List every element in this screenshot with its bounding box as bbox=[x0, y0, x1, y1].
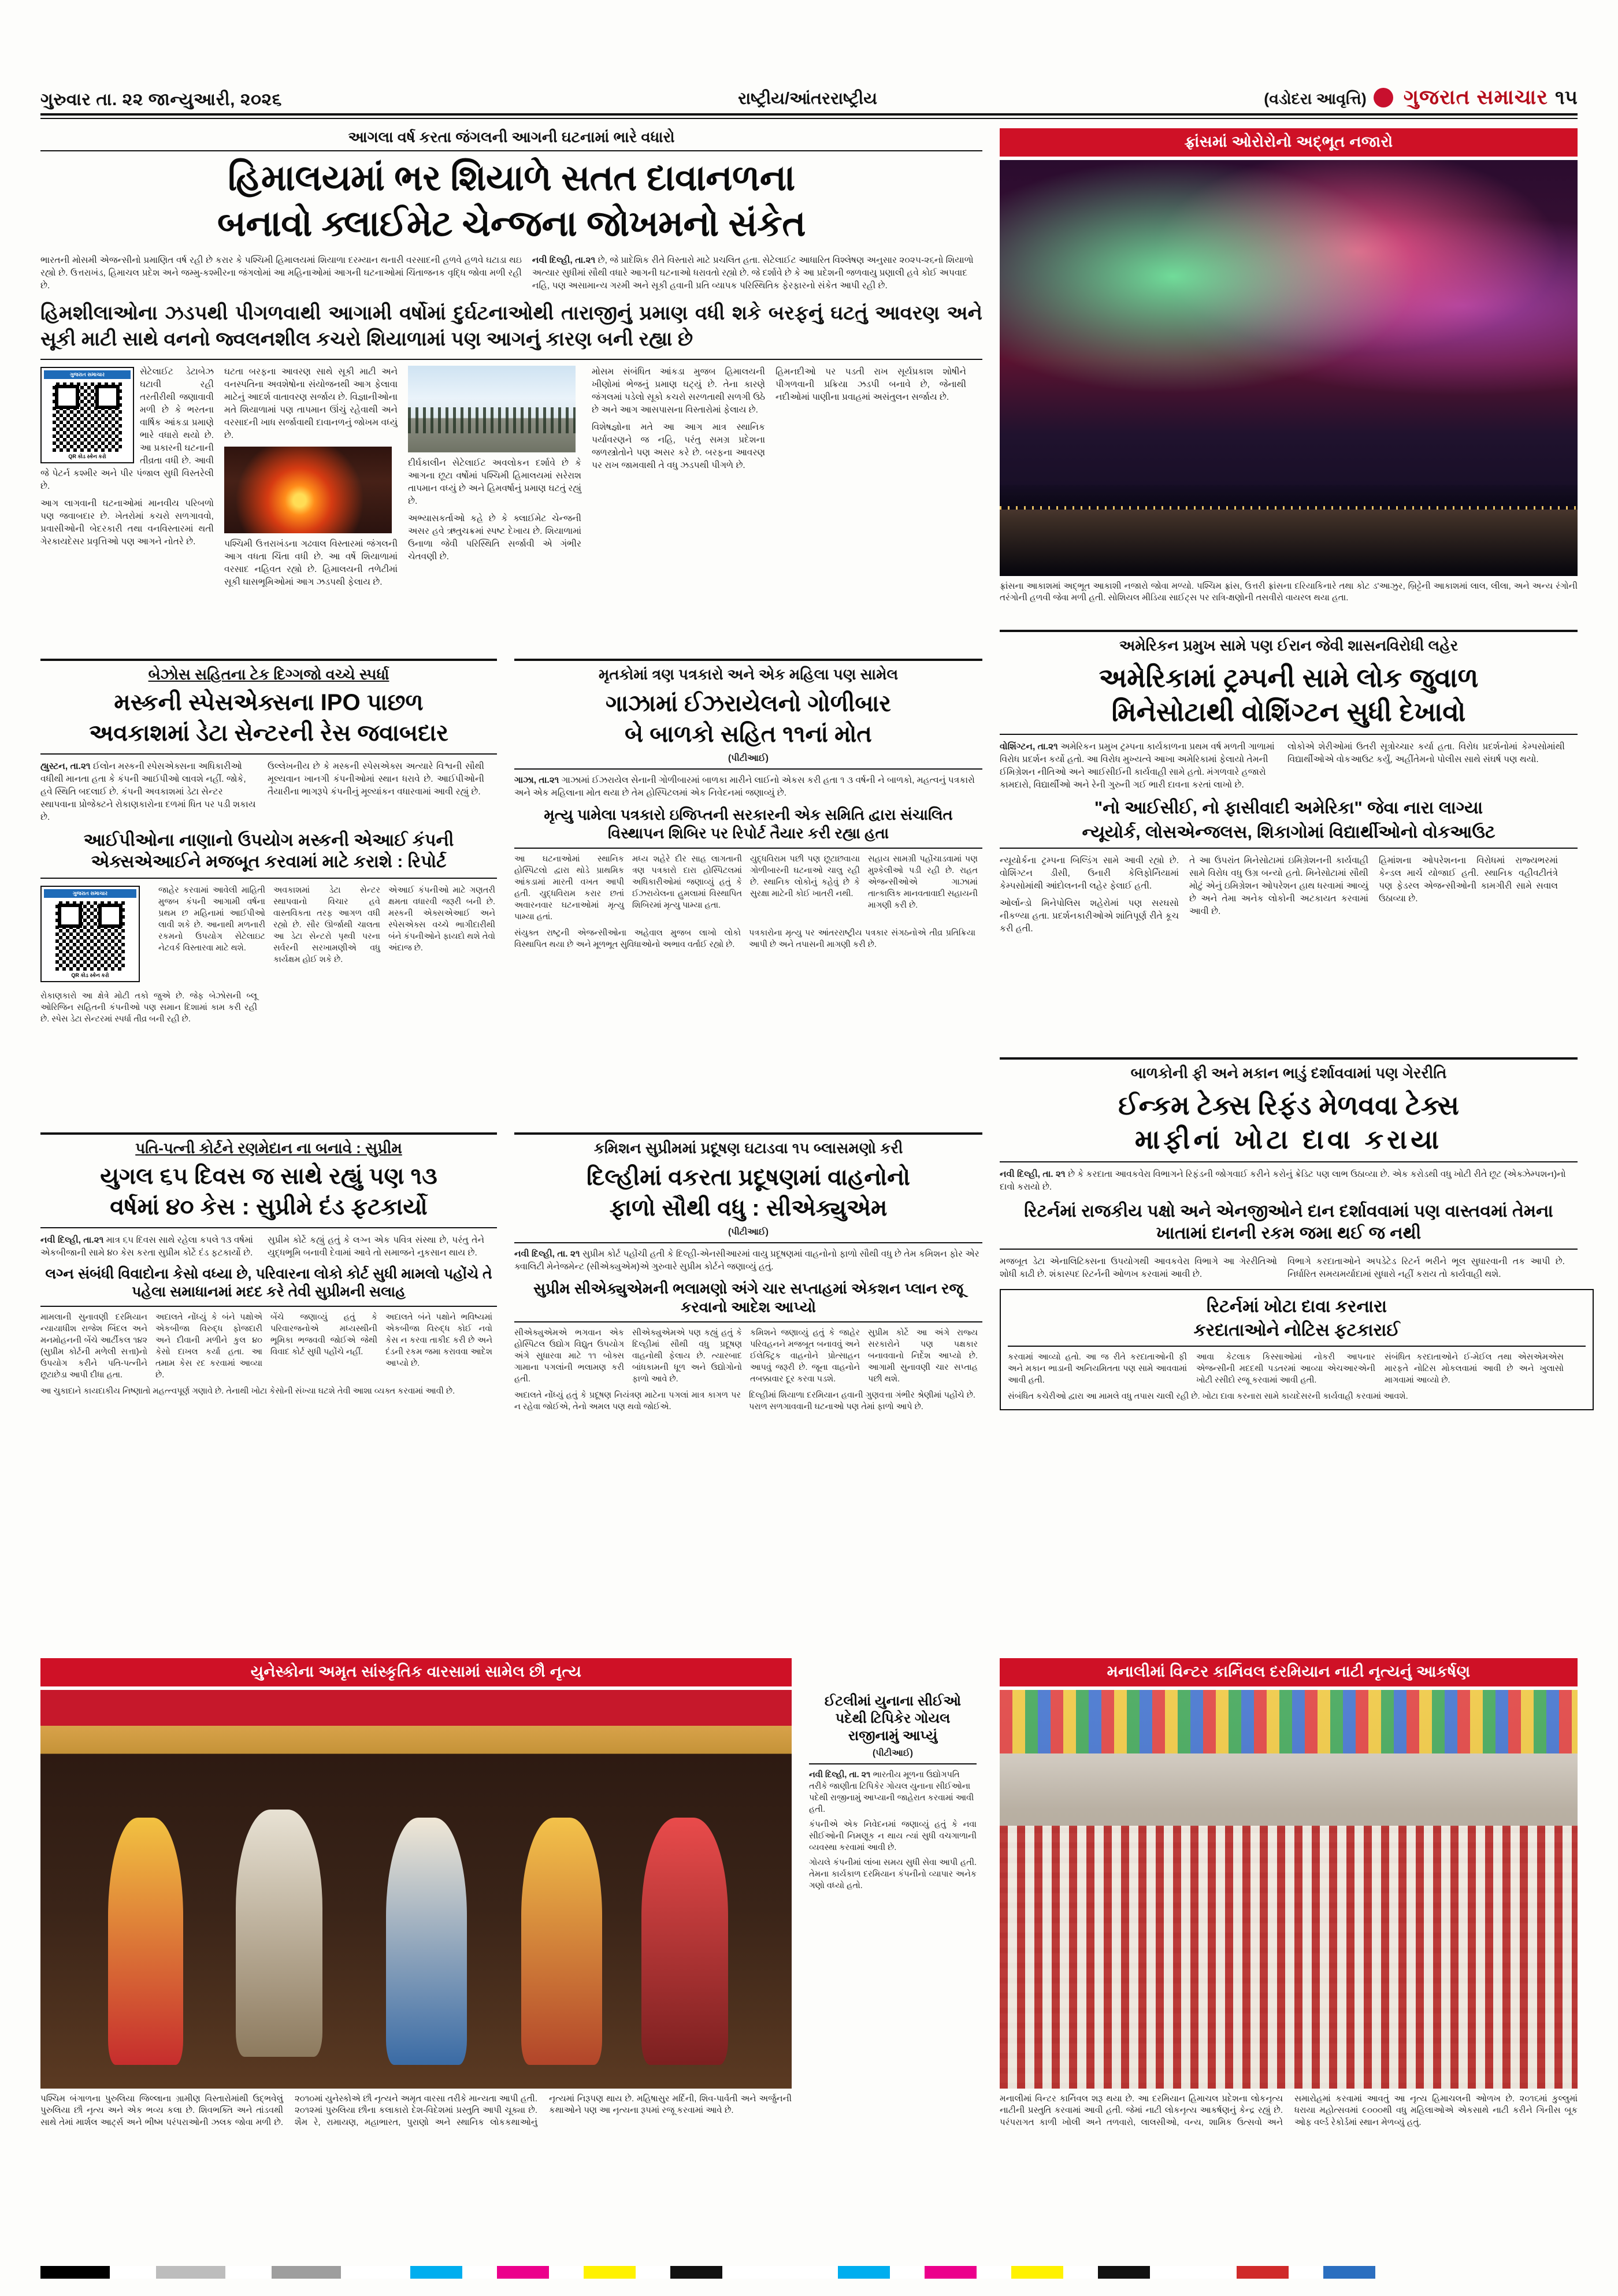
trump-col-1: અમેરિકન પ્રમુખ ટ્રમ્પના કાર્યકાળના પ્રથમ વર્ષ મળતી ગાળામાં વિરોધ પ્રદર્શન કર્યો હતો. આ વિરોધ મુખ્યત્વે આખા અમેરિકામાં ફેલાયો તેમની ઈમિગ્રેશન નીતિઓ અને આઈસીઈની કાર્યવાહી સામે હતો. મંગળવારે હજારો કામદારો, વિદ્યાર્થીઓ અને રેની ગુરુની ગઈ ભારી દાવના કરતાં લાખો છે. bbox=[1000, 742, 1275, 790]
caqm-col-5: અદાલતે નોંધ્યું હતું કે પ્રદૂષણ નિયંત્રણ માટેના પગલાં માત્ર કાગળ પર ન રહેવા જોઈએ, તેનો અમલ પણ થવો જોઈએ. bbox=[514, 1390, 741, 1411]
supreme-dateline: નવી દિલ્હી, તા.૨૧ bbox=[40, 1235, 104, 1245]
masthead-right bbox=[1264, 84, 1578, 110]
masthead-rule-2 bbox=[40, 118, 1578, 119]
aurora-story bbox=[1000, 128, 1578, 604]
reg-swatch-yellow-2 bbox=[1011, 2266, 1063, 2279]
lead-col-5: હિમનદીઓ પર પડતી રાખ સૂર્યપ્રકાશ શોષીને પીગળવાની પ્રક્રિયા ઝડપી બનાવે છે, જેનાથી નદીઓમાં પાણીના પ્રવાહમાં અસંતુલન સર્જાય છે. bbox=[775, 366, 966, 402]
notice-col-2: આવા કેટલાક કિસ્સાઓમાં નોકરી આપનાર એજન્સીની મદદથી પડતરમાં આવ્યા એચઆરએની ખોટી રસીદો રજૂ કરવામાં આવી હતી. bbox=[1196, 1353, 1375, 1385]
caqm-col-2: સીએક્યુએમએ પણ કહ્યું હતું કે દિલ્હીમાં સૌથી વધુ પ્રદૂષણ વાહનોથી ફેલાય છે. ત્યારબાદ બાંધકામની ધૂળ અને ઉદ્યોગોનો ફાળો આવે છે. bbox=[632, 1328, 742, 1384]
caqm-dateline: નવી દિલ્હી, તા. ૨૧ bbox=[514, 1249, 580, 1259]
page-number: ૧૫ bbox=[1555, 87, 1578, 109]
manali-caption: મનાલીમાં વિન્ટર કાર્નિવલ શરૂ થયા છે. આ દરમિયાન હિમાચલ પ્રદેશના લોકનૃત્ય નાટીની પ્રસ્તુતિ કરવામાં આવી હતી. જેમાં નાટી લોકનૃત્ય આકર્ષણનું કેન્દ્ર રહ્યું છે. પરંપરાગત કાળી ખોલી અને તળવારો, લાલસીઓ, વન્ય, શામિક ઉત્સવો અને સમારોહમાં કરવામાં આવતું આ નૃત્ય હિમાચલની ઓળખ છે. ૨૦૧૬માં કુલ્લુમાં ધરાયા મહોત્સવમાં ૯૦૦૦થી વધુ મહિલાઓએ એકસાથે નાટી કરીને ગિનીસ બૂક ઓફ વર્લ્ડ રેકોર્ડમાં સ્થાન મેળવ્યું હતું. bbox=[1000, 2094, 1578, 2127]
chhau-caption: પશ્ચિમ બંગાળના પુરુલિયા જિલ્લાના ગ્રામીણ વિસ્તારોમાંથી ઉદ્ભવેલું પુરુલિયા છૌ નૃત્ય અને એક ભવ્ય કલા છે. શિવભક્તિ અને તાંડવથી સાથે તેમાં માર્શલ આર્ટ્સ અને ભીષ્મ પરંપરાઓની ઝલક જોવા મળી છે. ૨૦૧૦માં યુનેસ્કોએ છૌ નૃત્યને અમૃત વારસા તરીકે માન્યતા આપી હતી. ૨૦૧૨માં પુરુલિયા છૌના કલાકારો દેશ-વિદેશમાં પ્રસ્તુતિ આપી ચૂક્યા છે. શૈમ રે, રામાયણ, મહાભારત, પુરાણો અને સ્થાનિક લોકકથાઓનું નૃત્યમાં નિરૂપણ થાય છે. મહિષાસુર મર્દિની, શિવ-પાર્વતી અને અર્જુનની કથાઓને પણ આ નૃત્યના રૂપમાં રજૂ કરવામાં આવે છે. bbox=[40, 2094, 792, 2127]
caqm-subhead: સુપ્રીમ સીએક્યુએમની ભલામણો અંગે ચાર સપ્તાહમાં એકશન પ્લાન રજૂ કરવાનો આદેશ આપ્યો bbox=[533, 1279, 964, 1316]
italy-col-3: ગોયલે કંપનીમાં લાંબા સમય સુધી સેવા આપી હતી. તેમના કાર્યકાળ દરમિયાન કંપનીનો વ્યાપાર અનેક ગણો વધ્યો હતો. bbox=[809, 1858, 977, 1890]
lead-subhead: હિમશીલાઓના ઝડપથી પીગળવાથી આગામી વર્ષોમાં દુર્ઘટનાઓથી તારાજીનું પ્રમાણ વધી શકે બરફનું ઘટતું આવરણ અને સૂકી માટી સાથે વનનો જ્વલનશીલ કચરો શિયાળામાં પણ આગનું કારણ બની રહ્યા છે bbox=[40, 302, 982, 350]
tax-dateline: નવી દિલ્હી, તા. ૨૧ bbox=[1000, 1169, 1066, 1180]
lead-qr-box[interactable] bbox=[40, 367, 134, 463]
trump-col-5: હિમાંશના ઓપરેશનના વિરોધમાં રાજ્યભરમાં કેન્ડલ માર્ચ યોજાઈ હતી. સ્થાનિક વહીવટીતંત્રે પણ ફેડરલ એજન્સીઓની કામગીરી સામે સવાલ ઉઠાવ્યા છે. bbox=[1379, 856, 1558, 904]
spacex-headline-line2: અવકાશમાં ડેટા સેન્ટરની રેસ જવાબદાર bbox=[89, 720, 448, 746]
spacex-qr-caption: QR કોડ સ્કેન કરો bbox=[71, 972, 109, 978]
italy-dateline: નવી દિલ્હી, તા. ૨૧ bbox=[809, 1770, 871, 1779]
aurora-photo bbox=[1000, 160, 1578, 576]
reg-swatch-gray-2 bbox=[272, 2266, 341, 2279]
reg-swatch-black bbox=[40, 2266, 110, 2279]
gaza-intro: ગાઝામાં ઈઝરાયેલ સેનાની ગોળીબારમાં બાળકા મારીને લાઈનો એકસ કરી હતા ૧ ૩ વર્ષની ને બાળકો, મહત્વનું પત્રકારો અને એક મહિલાના મોત થયા છે તેમ હોસ્પિટલમાં એક નિવેદનમાં જણાવ્યું છે. bbox=[514, 775, 975, 798]
trump-headline-line1: અમેરિકામાં ટ્રમ્પની સામે લોક જુવાળ bbox=[1099, 663, 1479, 693]
notice-col-4: સંબંધિત કચેરીઓ દ્વારા આ મામલે વધુ તપાસ ચાલી રહી છે. ખોટા દાવા કરનારા સામે કાયદેસરની કાર્યવાહી કરવામાં આવશે. bbox=[1008, 1392, 1408, 1402]
spacex-col-5: એઆઈ કંપનીઓ માટે ગણતરી ક્ષમતા વધારવી જરૂરી બની છે. મસ્કની એક્સએઆઈ અને સ્પેસએક્સ વચ્ચે ભાગીદારીથી બંને કંપનીઓને ફાયદો થશે તેવો અંદાજ છે. bbox=[388, 885, 495, 953]
supreme-col-6: આ ચુકાદાને કાયદાકીય નિષ્ણાતો મહત્ત્વપૂર્ણ ગણાવે છે. તેનાથી ખોટા કેસોની સંખ્યા ઘટશે તેવી આશા વ્યક્ત કરવામાં આવી છે. bbox=[40, 1387, 455, 1396]
lead-intro: ભારતની મોસમી એજન્સીનો પ્રમાણિત વર્ષ રહી છે કરાર કે પશ્ચિમી હિમાલયમાં શિયાળા દરમ્યાન થનારી વરસાદની હળવે હળવે ઘટાડા થઇ રહ્યો છે. ઉત્તરાખંડ, હિમાચલ પ્રદેશ અને જમ્મુ-કશ્મીરના જંગલોમાં આ મહિનાઓમાં આગની ઘટનાઓમાં ચિંતાજનક વૃદ્ધિ જોવા મળી રહી છે. bbox=[40, 255, 522, 291]
trump-headline-line2: મિનેસોટાથી વોશિંગ્ટન સુધી દેખાવો bbox=[1111, 697, 1466, 727]
spacex-qr-box[interactable] bbox=[40, 886, 140, 982]
chhau-story bbox=[40, 1658, 792, 2128]
tax-headline-line2: માફીનાં ખોટા દાવા કરાયા bbox=[1134, 1124, 1443, 1155]
tax-col-2: વિભાગે કરદાતાઓને અપડેટેડ રિટર્ન ભરીને ભૂલ સુધારવાની તક આપી છે. નિર્ધારિત સમયમર્યાદામાં સુધારો નહીં કરાય તો કાર્યવાહી થશે. bbox=[1287, 1257, 1565, 1280]
supreme-subhead: લગ્ન સંબંધી વિવાદોના કેસો વધ્યા છે, પરિવારના લોકો કોર્ટ સુધી મામલો પહોંચે તે પહેલા સમાધાનમાં મદદ કરે તેવી સુપ્રીમની સલાહ bbox=[45, 1265, 492, 1300]
gaza-subhead: મૃત્યુ પામેલા પત્રકારો ઇજિપ્તની સરકારની એક સમિતિ દ્વારા સંચાલિત વિસ્થાપન શિબિર પર રિપોર્ટ તૈયાર કરી રહ્યા હતા bbox=[544, 805, 953, 842]
italy-story bbox=[809, 1693, 977, 1892]
lead-col-2: ઘટતા બરફના આવરણ સાથે સૂકી માટી અને વનસ્પતિના અવશેષોના સંયોજનથી આગ ફેલાવા માટેનું આદર્શ વાતાવરણ સર્જાય છે. વિજ્ઞાનીઓના મતે શિયાળામાં પણ તાપમાન ઊંચું રહેવાથી અને વરસાદની ખાધ સર્જાવાથી દાવાનળનું જોખમ વધ્યું છે. bbox=[224, 366, 398, 440]
italy-kicker: ઈટલીમાં યુનાના સીઈઓ પદેથી ટિપિકેર ગોયલ રાજીનામું આપ્યું bbox=[824, 1693, 962, 1744]
gaza-col-1: આ ઘટનાઓમાં સ્થાનિક હોસ્પિટલો દ્વારા થોડે પ્રાથમિક આંકડામાં મારતી વખત આપી હતી. યુદ્ધવિરામ કરાર છતાં અવારનવાર ઘટનાઓમાં મૃત્યુ પામ્યા હતાં. bbox=[514, 854, 624, 922]
trump-kicker: અમેરિકન પ્રમુખ સામે પણ ઈરાન જેવી શાસનવિરોધી લહેર bbox=[1119, 637, 1459, 654]
reg-swatch-yellow bbox=[584, 2266, 636, 2279]
tax-intro: છે કે કરદાતા આવકવેરા વિભાગને રિફંડની જોગવાઈ કરીને કરોનું ક્રેડિટ પણ લાભ ઉઠાવ્યા છે. એક કરોડથી વધુ ખોટી રીતે છૂટ (એક્ઝેમ્પશન)નો દાવો કરાયો છે. bbox=[1000, 1169, 1566, 1192]
manali-banner: મનાલીમાં વિન્ટર કાર્નિવલ દરમિયાન નાટી નૃત્યનું આકર્ષણ bbox=[1000, 1658, 1578, 1686]
lead-kicker: આગલા વર્ષ કરતા જંગલની આગની ઘટનામાં ભારે વધારો bbox=[40, 128, 982, 151]
supreme-col-3: અદાલતે નોંધ્યું કે બંને પક્ષોએ એકબીજા વિરુદ્ધ ફોજદારી અને દીવાની મળીને કુલ ૪૦ કેસો દાખલ કર્યા હતા. આ તમામ કેસ રદ કરવામાં આવ્યા છે. bbox=[155, 1313, 262, 1380]
reg-swatch-magenta-2 bbox=[925, 2266, 977, 2279]
reg-swatch-cyan-2 bbox=[838, 2266, 890, 2279]
lead-col-1b: આગ લાગવાની ઘટનાઓમાં માનવીય પરિબળો પણ જવાબદાર છે. ખેતરોમાં કચરો સળગાવવો, પ્રવાસીઓની બેદરકારી તથા વનવિસ્તારમાં થતી ગેરકાયદેસર પ્રવૃત્તિઓ પણ આગને નોતરે છે. bbox=[40, 498, 214, 547]
supreme-intro: માત્ર ૬૫ દિવસ સાથે રહેલા કપલે ૧૩ વર્ષમાં એકબીજાની સામે ૪૦ કેસ કરતા સુપ્રીમ કોર્ટે દંડ ફટકાર્યો છે. bbox=[40, 1235, 253, 1258]
caqm-col-3: કમિશને જણાવ્યું હતું કે જાહેર પરિવહનને મજબૂત બનાવવું અને ઈલેક્ટ્રિક વાહનોને પ્રોત્સાહન આપવું જરૂરી છે. જૂના વાહનોને તબક્કાવાર દૂર કરવા પડશે. bbox=[750, 1328, 860, 1384]
qr-code-icon bbox=[53, 382, 122, 452]
supreme-headline-line1: યુગલ ૬૫ દિવસ જ સાથે રહ્યું પણ ૧૩ bbox=[100, 1164, 437, 1189]
qr-title: ગુજરાત સમાચાર bbox=[44, 370, 131, 379]
masthead-date: ગુરુવાર તા. ૨૨ જાન્યુઆરી, ૨૦૨૬ bbox=[40, 90, 282, 109]
supreme-headline-line2: વર્ષમાં ૪૦ કેસ : સુપ્રીમે દંડ ફટકાર્યો bbox=[110, 1194, 428, 1220]
notice-col-1: કરવામાં આવ્યો હતો. આ જ રીતે કરદાતાઓની ફી અને મકાન ભાડાની અનિયમિતતા પણ સામે આવવામાં આવી હતી. bbox=[1008, 1353, 1187, 1385]
trump-story bbox=[1000, 630, 1578, 935]
tax-col-1: મજબૂત ડેટા એનાલિટિક્સના ઉપયોગથી આવકવેરા વિભાગે આ ગેરરીતિઓ શોધી કાઢી છે. શંકાસ્પદ રિટર્નની ઓળખ કરવામાં આવી છે. bbox=[1000, 1257, 1277, 1280]
spacex-col-3: જાહેર કરવામાં આવેલી માહિતી મુજબ કંપની આગામી વર્ષના પ્રથમ છ મહિનામાં આઈપીઓ લાવી શકે છે. આનાથી મળનારી રકમનો ઉપયોગ સેટેલાઇટ નેટવર્ક વિસ્તારવા માટે થશે. bbox=[158, 885, 265, 953]
gaza-col-6: પત્રકારોના મૃત્યુ પર આંતરરાષ્ટ્રીય પત્રકાર સંગઠનોએ તીવ્ર પ્રતિક્રિયા આપી છે અને તપાસની માગણી કરી છે. bbox=[749, 928, 975, 949]
forest-fire-photo bbox=[224, 447, 392, 533]
manali-carnival-photo bbox=[1000, 1690, 1578, 2089]
lead-col-1: સેટેલાઈટ ડેટાબેઝ ઘટાવી રહી તરતીરીથી જણાવાવી મળી છે કે ભરતના વાર્ષિક આંકડા પ્રમાણે ભારે વધારો થયો છે. આ પ્રકારની ઘટનાની તીવ્રતા વધી છે. આવી જે પેટર્ન કશ્મીર અને પીર પંજાલ સુધી વિસ્તરેલી છે. bbox=[40, 366, 214, 491]
spacex-col-4: અવકાશમાં ડેટા સેન્ટર સ્થાપવાનો વિચાર હવે વાસ્તવિકતા તરફ આગળ વધી રહ્યો છે. સૌર ઊર્જાથી ચાલતા આ ડેટા સેન્ટરો પૃથ્વી પરના સર્વરની સરખામણીએ વધુ કાર્યક્ષમ હોઈ શકે છે. bbox=[273, 885, 380, 964]
spacex-col-1: ઈલોન મસ્કની સ્પેસએક્સના અધિકારીઓ વધીથી માનતા હતા કે કંપની આઈપીઓ લાવશે નહીં. જોકે, હવે સ્થિતિ બદલાઈ છે. કંપની અવકાશમાં ડેટા સેન્ટર સ્થાપવાના પ્રોજેક્ટને રોકાણકારોના દળમાં ધિત પર પડી શકાય છે. bbox=[40, 761, 256, 822]
trump-subhead-2: ન્યૂયોર્ક, લોસએન્જલસ, શિકાગોમાં વિદ્યાર્થીઓનો વોકઆઉટ bbox=[1082, 822, 1495, 842]
spacex-headline-line1: મસ્કની સ્પેસએક્સના IPO પાછળ bbox=[114, 690, 424, 715]
spacex-qr-title: ગુજરાત સમાચાર bbox=[44, 889, 136, 898]
lead-col-4: મોસમ સંબંધિત આંકડા મુજબ હિમાલયની ખીણોમાં ભેજનું પ્રમાણ ઘટ્યું છે. તેના કારણે જંગલમાં પડેલો સૂકો કચરો સરળતાથી સળગી ઉઠે છે અને આગ આસપાસના વિસ્તારોમાં ફેલાય છે. bbox=[592, 366, 765, 415]
tax-headline-line1: ઈન્કમ ટેક્સ રિફંડ મેળવવા ટેક્સ bbox=[1118, 1090, 1459, 1120]
manali-story bbox=[1000, 1658, 1578, 2128]
gaza-col-5: સંયુક્ત રાષ્ટ્રની એજન્સીઓના અહેવાલ મુજબ લાખો લોકો વિસ્થાપિત થયા છે અને મૂળભૂત સુવિધાઓનો અભાવ વર્તાઈ રહ્યો છે. bbox=[514, 928, 741, 949]
spacex-col-2: ઉલ્લેખનીય છે કે મસ્કની સ્પેસએક્સ અત્યારે વિશ્વની સૌથી મૂલ્યવાન ખાનગી કંપનીઓમાં સ્થાન ધરાવે છે. આઈપીઓની તૈયારીના ભાગરૂપે કંપનીનું મૂલ્યાંકન વધારવામાં આવી રહ્યું છે. bbox=[268, 761, 484, 797]
caqm-intro: સુપ્રીમ કોર્ટ પહોંચી હતી કે દિલ્હી-એનસીઆરમાં વાયુ પ્રદૂષણમાં વાહનોનો ફાળો સૌથી વધુ છે તેમ કમિશન ફોર એર ક્વાલિટી મેનેજમેન્ટ (સીએક્યુએમ)એ ગુરુવારે સુપ્રીમ કોર્ટને જણાવ્યું હતું. bbox=[514, 1249, 979, 1272]
gaza-headline-line1: ગાઝામાં ઈઝરાયેલનો ગોળીબાર bbox=[606, 691, 891, 716]
masthead-rule bbox=[40, 113, 1578, 116]
tax-kicker: બાળકોની ફી અને મકાન ભાડું દર્શાવવામાં પણ ગેરરીતિ bbox=[1130, 1064, 1447, 1082]
trump-col-2: લોકોએ શેરીઓમાં ઉતરી સૂત્રોચ્ચાર કર્યા હતા. વિરોધ પ્રદર્શનોમાં કેમ્પસોમાંથી વિદ્યાર્થીઓએ વોકઆઉટ કર્યું, અહીંતેમનો પોલીસ સાથે સંઘર્ષ પણ થયો. bbox=[1287, 742, 1565, 765]
masthead bbox=[40, 69, 1578, 110]
trump-col-3: ન્યૂયોર્કના ટ્રમ્પના બિલ્ડિંગ સામે આવી રહ્યો છે. વોશિંગ્ટન ડીસી, ઉનારી કેલિફોર્નિયામાં કેમ્પસોમાંથી આંદોલનની લહેર ફેલાઈ હતી. bbox=[1000, 856, 1179, 891]
lead-col-3: દીર્ઘકાલીન સેટેલાઈટ અવલોકન દર્શાવે છે કે આગના છૂટા વર્ષોમાં પશ્ચિમી હિમાલયમાં સરેરાશ તાપમાન વધ્યું છે અને હિમવર્ષાનું પ્રમાણ ઘટતું રહ્યું છે. bbox=[408, 458, 581, 506]
supreme-col-5: અદાલતે બંને પક્ષોને ભવિષ્યમાં એકબીજા વિરુદ્ધ કોઈ નવો કેસ ન કરવા તાકીદ કરી છે અને દંડની રકમ જમા કરાવવા આદેશ આપ્યો છે. bbox=[385, 1313, 492, 1369]
spacex-dateline: હ્યુસ્ટન, તા.૨૧ bbox=[40, 761, 91, 771]
reg-swatch-magenta bbox=[497, 2266, 549, 2279]
masthead-logo: ગુજરાત સમાચાર bbox=[1403, 85, 1548, 109]
caqm-story bbox=[514, 1132, 982, 1413]
spacex-col-6: રોકાણકારો આ ક્ષેત્રે મોટી તકો જુએ છે. જેફ બેઝોસની બ્લૂ ઓરિજિન સહિતની કંપનીઓ પણ સમાન દિશામાં કામ કરી રહી છે. સ્પેસ ડેટા સેન્ટરમાં સ્પર્ધા તીવ્ર બની રહી છે. bbox=[40, 991, 257, 1024]
caqm-headline-line2: ફાળો સૌથી વધુ : સીએક્યુએમ bbox=[609, 1195, 888, 1221]
qr-caption: QR કોડ સ્કેન કરો bbox=[68, 453, 106, 459]
logo-mark-icon bbox=[1374, 88, 1393, 107]
spacex-story bbox=[40, 659, 497, 1025]
gaza-story bbox=[514, 659, 982, 950]
chhau-banner: યુનેસ્કોના અમૃત સાંસ્કૃતિક વારસામાં સામેલ છૌ નૃત્ય bbox=[40, 1658, 792, 1686]
supreme-col-2: સુપ્રીમ કોર્ટે કહ્યું હતું કે લગ્ન એક પવિત્ર સંસ્થા છે, પરંતુ તેને યુદ્ધભૂમિ બનાવી દેવામાં આવે તો સમાજને નુકસાન થાય છે. bbox=[268, 1235, 484, 1258]
caqm-col-6: દિલ્હીમાં શિયાળા દરમિયાન હવાની ગુણવત્તા ગંભીર શ્રેણીમાં પહોંચે છે. પરાળ સળગાવવાની ઘટનાઓ પણ તેમાં ફાળો આપે છે. bbox=[749, 1390, 975, 1411]
lead-intro-2: છે, જે પ્રાદેશિક રીતે વિસ્તારો માટે પ્રચલિત હતા. સેટેલાઈટ આધારિત વિશ્લેષણ અનુસાર ૨૦૨૫-૨૬નો શિયાળો અત્યાર સુધીમાં સૌથી વધારે આગની ઘટનાઓ ધરાવતો રહ્યો છે. જે દર્શાવે છે કે આ પ્રદેશની જળવાયુ પ્રણાલી હવે કોઈ અપવાદ નહિ, પણ અસામાન્ય ગરમી અને સૂકી હવાની પ્રતિ વ્યાપક પરિસ્થિતિક ફેરફારનો સંકેત આપી રહી છે. bbox=[532, 255, 974, 291]
gaza-agency: (પીટીઆઈ) bbox=[728, 753, 769, 763]
snow-mountain-photo bbox=[408, 366, 576, 452]
tax-story bbox=[1000, 1057, 1578, 1410]
gaza-dateline: ગાઝા, તા.૨૧ bbox=[514, 775, 559, 785]
italy-agency: (પીટીઆઈ) bbox=[873, 1748, 913, 1758]
tax-subhead: રિટર્નમાં રાજકીય પક્ષો અને એનજીઓને દાન દર્શાવવામાં પણ વાસ્તવમાં તેમના ખાતામાં દાનની રકમ જમા થઈ જ નથી bbox=[1024, 1202, 1553, 1243]
reg-swatch-key bbox=[670, 2266, 722, 2279]
notice-headline-line2: કરદાતાઓને નોટિસ ફટકારાઈ bbox=[1193, 1320, 1400, 1340]
gaza-col-2: મધ્ય શહેરે દીર સાહ લાગતાની ત્રણ પત્રકારો દારા હોસ્પિટલમાં અધિકારીઓમાં જણાવ્યું હતું કે ઈઝરાયેલના હુમલામાં વિસ્થાપિત શિબિરમાં મૃત્યુ પામ્યા હતા. bbox=[632, 854, 742, 910]
italy-col-1: ભારતીય મૂળના ઉદ્યોગપતિ તરીકે જાણીતા ટિપિકેર ગોયલ યુનાના સીઈઓના પદેથી રાજીનામું આપ્યાની જાહેરાત કરવામાં આવી હતી. bbox=[809, 1770, 974, 1814]
color-registration-bar bbox=[40, 2265, 1578, 2280]
gaza-col-4: સહાય સામગ્રી પહોંચાડવામાં પણ મુશ્કેલીઓ પડી રહી છે. રાહત એજન્સીઓએ ગાઝામાં તાત્કાલિક માનવતાવાદી સહાયની માગણી કરી છે. bbox=[868, 854, 978, 910]
caqm-kicker: કમિશન સુપ્રીમમાં પ્રદૂષણ ઘટાડવા ૧૫ બ્લાસમણો કરી bbox=[593, 1139, 903, 1157]
supreme-col-1: મામલાની સુનાવણી દરમિયાન ન્યાયાધીશ રાજેશ બિંદલ અને મનમોહનની બેંચે આર્ટીકલ ૧૪૨ (સુપ્રીમ કોર્ટની મળેલી સત્તા)નો ઉપયોગ કરીને પતિ-પત્નીને છૂટાછેડા આપી દીધા હતા. bbox=[40, 1313, 147, 1380]
masthead-section: રાષ્ટ્રીય/આંતરરાષ્ટ્રીય bbox=[738, 90, 878, 108]
notice-col-3: સંબંધિત કરદાતાઓને ઈ-મેઈલ તથા એસએમએસ મારફતે નોટિસ મોકલવામાં આવી છે અને ખુલાસો માગવામાં આવ્યો છે. bbox=[1385, 1353, 1564, 1385]
gaza-kicker: મૃતકોમાં ત્રણ પત્રકારો અને એક મહિલા પણ સામેલ bbox=[598, 666, 899, 683]
lead-col-2b: પશ્ચિમી ઉત્તરાખંડના ગઢવાલ વિસ્તારમાં જંગલની આગ વધતા ચિંતા વધી છે. આ વર્ષે શિયાળામાં વરસાદ નહિવત રહ્યો છે. હિમાલયની તળેટીમાં સૂકી ઘાસભૂમિઓમાં આગ ઝડપથી ફેલાય છે. bbox=[224, 538, 398, 587]
supreme-story bbox=[40, 1132, 497, 1397]
lead-col-3b: અભ્યાસકર્તાઓ કહે છે કે ક્લાઈમેટ ચેન્જની અસર હવે ઋતુચક્રમાં સ્પષ્ટ દેખાય છે. શિયાળામાં ઉનાળા જેવી પરિસ્થિતિ સર્જાવી એ ગંભીર ચેતવણી છે. bbox=[408, 513, 581, 562]
lead-col-4b: વિશેષજ્ઞોના મતે આ આગ માત્ર સ્થાનિક પર્યાવરણને જ નહિ, પરંતુ સમગ્ર પ્રદેશના જળસ્ત્રોતોને પણ અસર કરે છે. બરફના આવરણ પર રાખ જામવાથી તે વધુ ઝડપથી પીગળે છે. bbox=[592, 422, 765, 470]
reg-swatch-blue bbox=[1323, 2266, 1375, 2279]
lead-dateline: નવી દિલ્હી, તા.૨૧ bbox=[532, 255, 596, 266]
lead-headline-line1: હિમાલયમાં ભર શિયાળે સતત દાવાનળના bbox=[228, 158, 795, 198]
caqm-agency: (પીટીઆઈ) bbox=[728, 1227, 769, 1237]
chhau-dance-photo bbox=[40, 1690, 792, 2089]
gaza-headline-line2: બે બાળકો સહિત ૧૧નાં મોત bbox=[625, 721, 872, 747]
aurora-caption: ફ્રાંસના આકાશમાં અદ્ભૂત આકાશી નજારો જોવા મળ્યો. પશ્ચિમ ફ્રાંસ, ઉત્તરી ફ્રાંસના દરિયાકિનારે તથા કોટ ડ'આઝુર, બ્રિટ્ટેની આકાશમાં લાલ, લીલા, અને અન્ય રંગોની તરંગોની હળવી જેવા મળી હતી. સોશિયલ મીડિયા સાઈટ્સ પર રાત્રિ-ક્ષણોની તસવીરો વાયરલ થયા હતા. bbox=[1000, 581, 1578, 603]
notice-subbox bbox=[1000, 1289, 1594, 1410]
spacex-qr-code-icon bbox=[55, 901, 125, 971]
spacex-subhead: આઈપીઓના નાણાનો ઉપયોગ મસ્કની એઆઈ કંપની એક્સએઆઈને મજબૂત કરવામાં માટે કરાશે : રિપોર્ટ bbox=[83, 830, 454, 872]
trump-col-3b: ઓર્લાન્ડો મિનેપોલિસ શહેરોમાં પણ સરઘસો નીકળ્યા હતા. પ્રદર્શનકારીઓએ શાંતિપૂર્ણ રીતે કૂચ કરી હતી. bbox=[1000, 898, 1179, 934]
masthead-edition: (વડોદરા આવૃત્તિ) bbox=[1264, 90, 1367, 107]
italy-col-2: કંપનીએ એક નિવેદનમાં જણાવ્યું હતું કે નવા સીઈઓની નિમણૂક ન થાય ત્યાં સુધી વચગાળાની વ્યવસ્થા કરવામાં આવી છે. bbox=[809, 1820, 977, 1852]
reg-swatch-red bbox=[1237, 2266, 1289, 2279]
trump-dateline: વોશિંગ્ટન, તા.૨૧ bbox=[1000, 742, 1058, 752]
aurora-banner: ફ્રાંસમાં ઓરોરોનો અદ્ભૂત નજારો bbox=[1000, 128, 1578, 157]
reg-swatch-gray bbox=[156, 2266, 225, 2279]
lead-headline-line2: બનાવો ક્લાઈમેટ ચેન્જના જોખમનો સંકેત bbox=[217, 204, 806, 244]
caqm-col-1: સીએક્યુએમએ ભગવાન એક હોસ્પિટલ ઉદ્યોગ વિદ્યુત ઉપયોગ અંગે સુધારવા માટે ૧૧ બોક્સ ગામાના પગલાંની ભલામણ કરી હતી. bbox=[514, 1328, 624, 1384]
trump-subhead: "નો આઈસીઈ, નો ફાસીવાદી અમેરિકા" જેવા નારા લાગ્યા bbox=[1094, 798, 1483, 818]
spacex-kicker: બેઝોસ સહિતના ટેક દિગ્ગજો વચ્ચે સ્પર્ધા bbox=[148, 666, 389, 683]
reg-swatch-key-2 bbox=[1098, 2266, 1150, 2279]
trump-col-4: તે આ ઉપરાંત મિનેસોટામાં ઇમિગ્રેશનની કાર્યવાહી સામે વિરોધ વધુ ઉગ્ર બન્યો હતો. મિનેસોટામાં સૌથી મોટું એનું ઇમિગ્રેશન ઓપરેશન હાથ ધરવામાં આવ્યું છે અને તેમા અનેક લોકોની અટકાયત કરવામાં આવી છે. bbox=[1189, 856, 1368, 917]
caqm-col-4: સુપ્રીમ કોર્ટે આ અંગે રાજ્ય સરકારોને પણ પક્ષકાર બનાવવાનો નિર્દેશ આપ્યો છે. આગામી સુનાવણી ચાર સપ્તાહ પછી થશે. bbox=[868, 1328, 978, 1384]
supreme-col-4: બેંચે જણાવ્યું હતું કે પરિવારજનોએ મધ્યસ્થીની ભૂમિકા ભજવવી જોઈએ જેથી વિવાદ કોર્ટ સુધી પહોંચે નહીં. bbox=[270, 1313, 377, 1357]
notice-headline-line1: રિટર્નમાં ખોટા દાવા કરનારા bbox=[1206, 1297, 1387, 1317]
reg-swatch-cyan bbox=[410, 2266, 462, 2279]
gaza-col-3: યુદ્ધવિરામ પછી પણ છૂટાછવાયા ગોળીબારની ઘટનાઓ ચાલુ રહી છે. સ્થાનિક લોકોનું કહેવું છે કે સુરક્ષા માટેની કોઈ ખાતરી નથી. bbox=[750, 854, 860, 898]
supreme-kicker: પતિ-પત્ની કોર્ટને રણમેદાન ના બનાવે : સુપ્રીમ bbox=[135, 1139, 402, 1157]
caqm-headline-line1: દિલ્હીમાં વકરતા પ્રદૂષણમાં વાહનોનો bbox=[587, 1165, 910, 1190]
lead-story bbox=[40, 128, 982, 589]
